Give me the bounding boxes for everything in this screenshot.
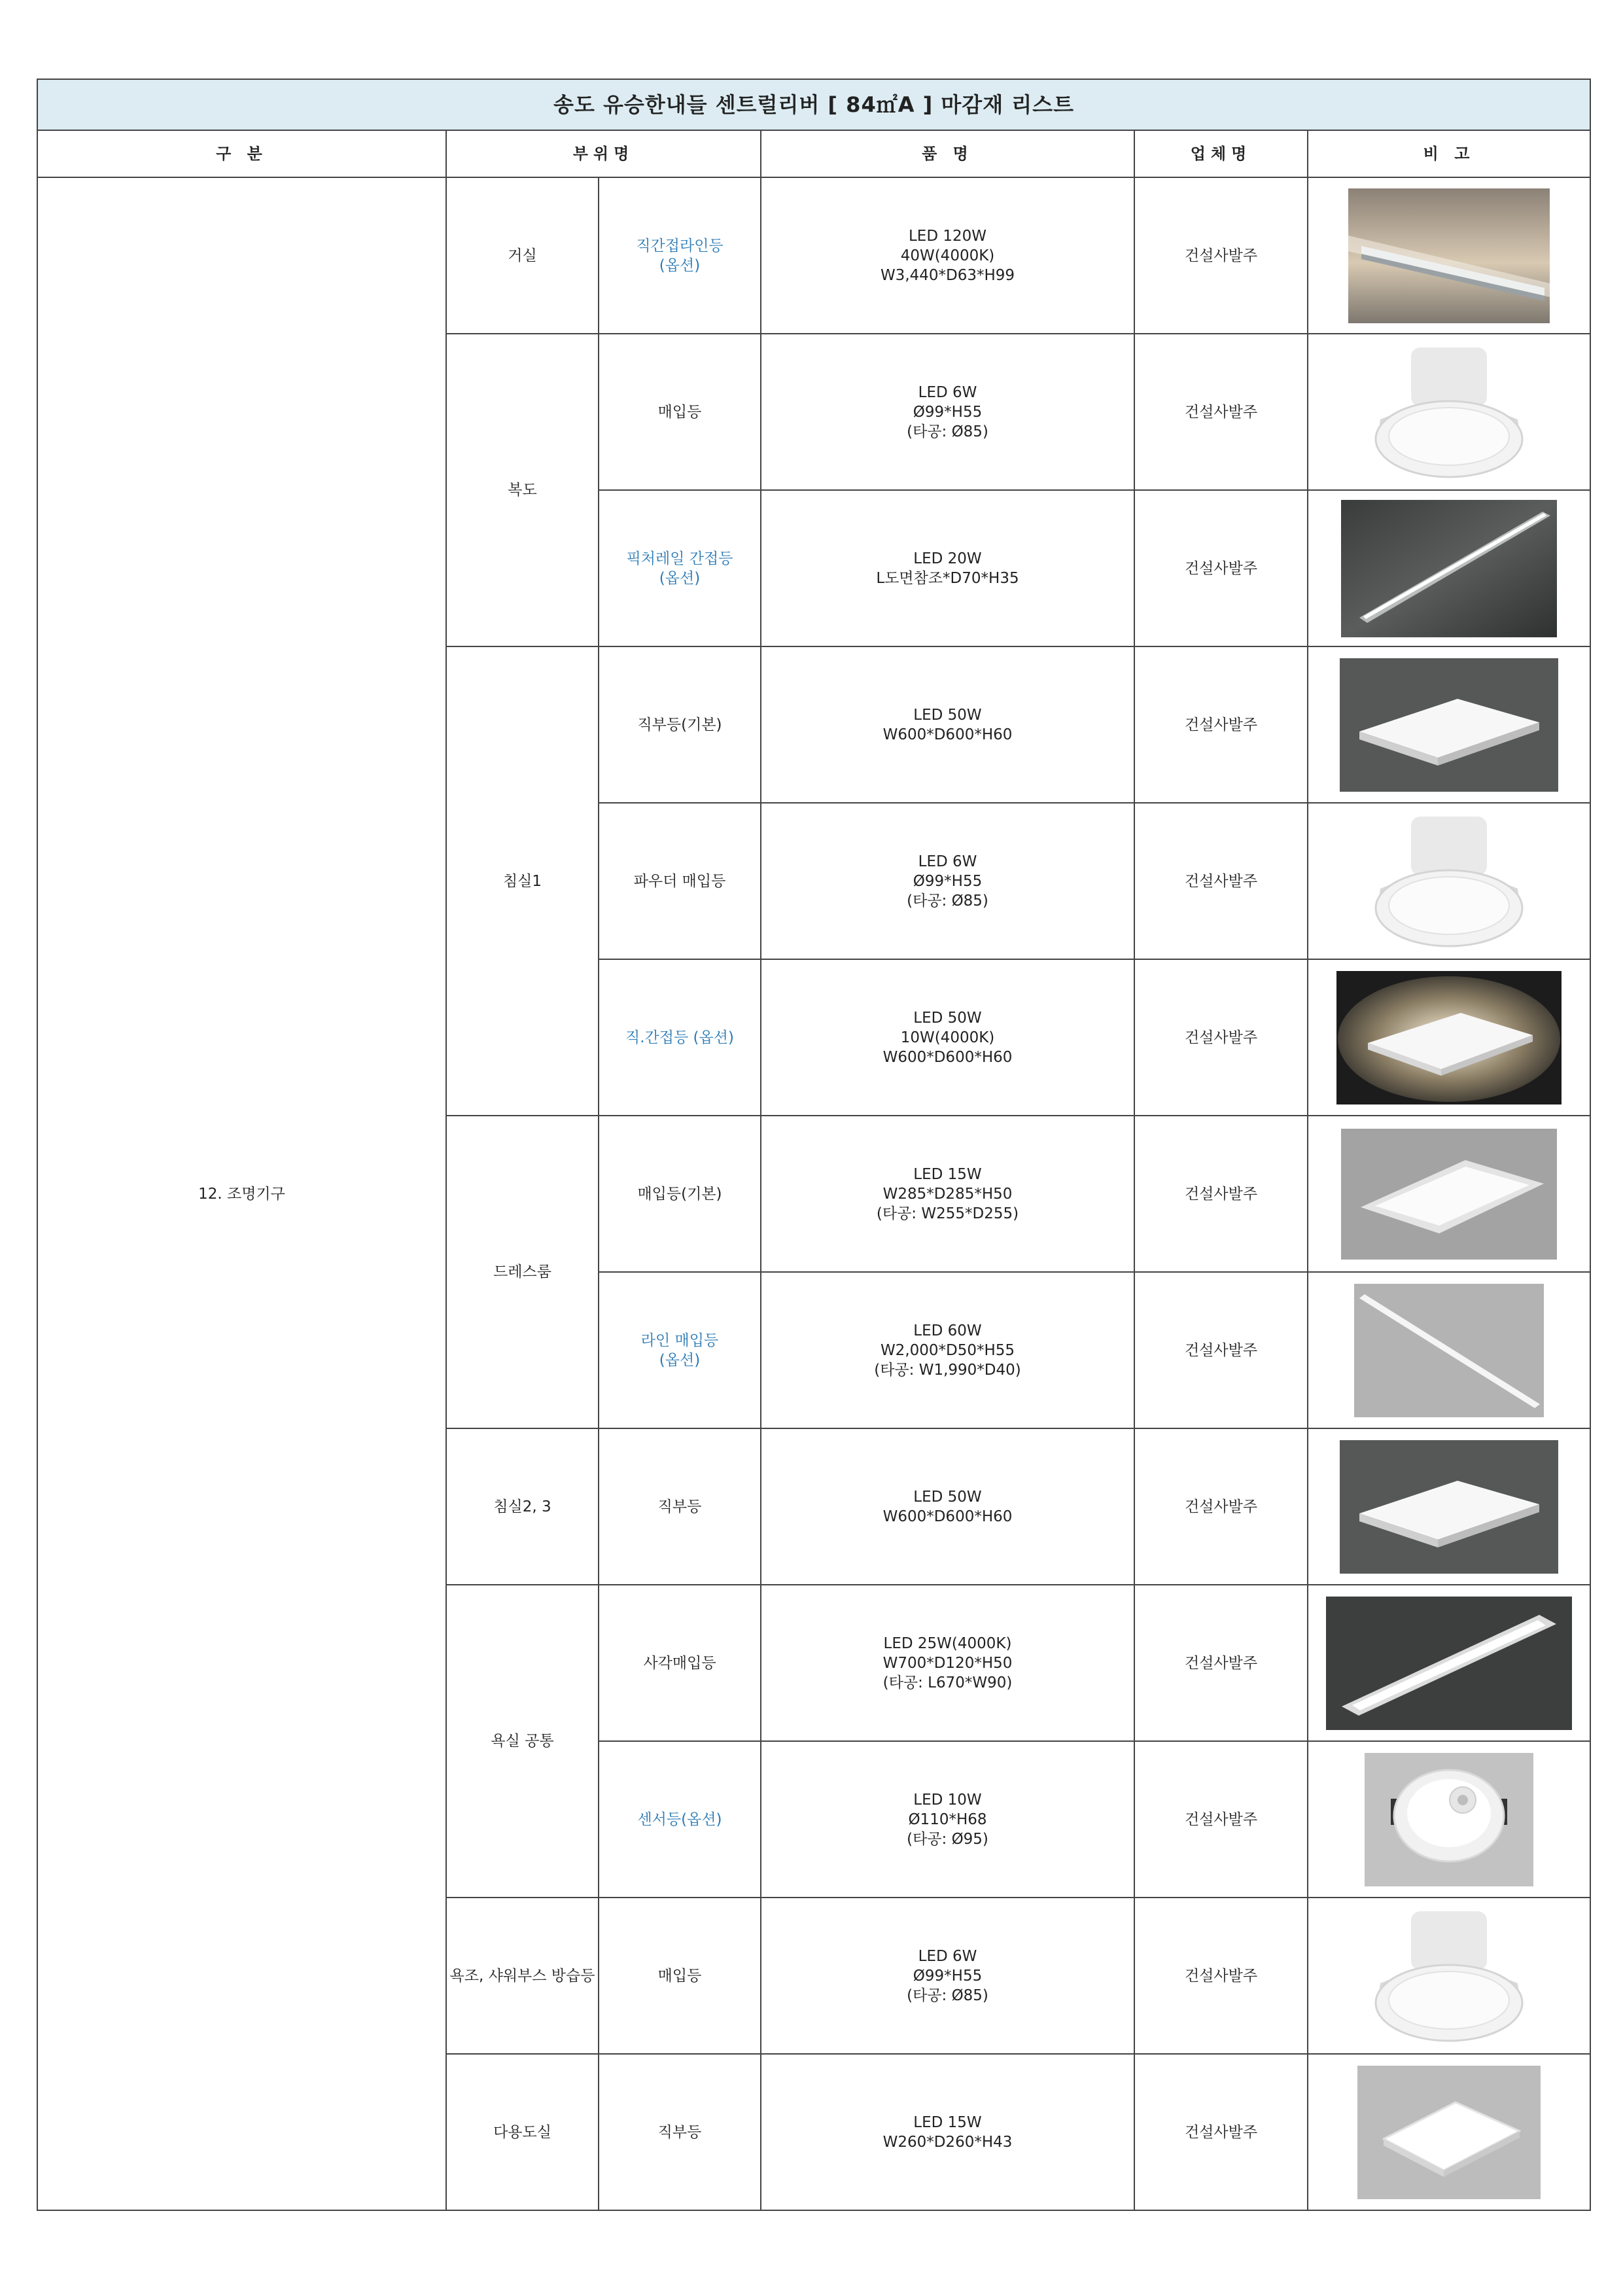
item-name-line: 매입등(기본)	[637, 1185, 722, 1203]
item-spec-line: (타공: Ø85)	[907, 1987, 988, 2004]
item-spec-line: Ø99*H55	[913, 872, 983, 890]
item-spec-line: LED 25W(4000K)	[883, 1634, 1012, 1652]
sensor-downlight-image	[1365, 1753, 1533, 1886]
item-name	[599, 1428, 761, 1585]
header-vendor: 업체명	[1134, 130, 1308, 177]
item-vendor: 건설사발주	[1134, 1116, 1308, 1272]
item-name	[599, 1585, 761, 1741]
square-ceiling-light-image	[1340, 658, 1558, 792]
item-spec-line: LED 50W	[913, 1488, 982, 1506]
small-square-ceiling-light-image	[1357, 2066, 1541, 2199]
item-vendor: 건설사발주	[1134, 177, 1308, 334]
square-glow-light-image	[1336, 971, 1562, 1104]
item-spec-line: (타공: Ø85)	[907, 892, 988, 910]
item-spec-line: W600*D600*H60	[882, 726, 1013, 743]
item-spec-line: Ø110*H68	[908, 1810, 987, 1828]
item-spec-line: W2,000*D50*H55	[880, 1341, 1015, 1359]
item-photo-cell	[1308, 1272, 1590, 1428]
item-spec	[761, 959, 1134, 1116]
item-photo-cell	[1308, 1585, 1590, 1741]
item-name-line: 파우더 매입등	[633, 872, 726, 890]
room-cell: 침실1	[446, 646, 599, 1116]
rectangular-recessed-light-image	[1326, 1597, 1572, 1730]
item-vendor: 건설사발주	[1134, 1585, 1308, 1741]
item-name	[599, 646, 761, 803]
item-spec-line: LED 6W	[918, 383, 977, 401]
item-name-line: 사각매입등	[643, 1654, 716, 1672]
item-name-line: 매입등	[657, 1967, 702, 1985]
item-vendor: 건설사발주	[1134, 1272, 1308, 1428]
item-name-line: 센서등(옵션)	[637, 1810, 722, 1828]
item-name	[599, 490, 761, 646]
item-name-line: 픽처레일 간접등	[626, 550, 733, 567]
item-spec-line: 10W(4000K)	[900, 1029, 995, 1046]
category-cell: 12. 조명기구	[37, 177, 446, 2210]
room-cell: 드레스룸	[446, 1116, 599, 1428]
item-spec-line: LED 60W	[913, 1322, 982, 1339]
item-spec	[761, 1428, 1134, 1585]
item-spec-line: LED 50W	[913, 1009, 982, 1027]
header-location: 부위명	[446, 130, 761, 177]
item-name-line: 직간접라인등	[636, 237, 724, 255]
item-spec-line: 40W(4000K)	[900, 247, 995, 264]
room-cell: 욕조, 샤워부스 방습등	[446, 1898, 599, 2054]
item-name-line: 라인 매입등	[640, 1332, 719, 1349]
item-photo-cell	[1308, 1741, 1590, 1898]
item-spec	[761, 1741, 1134, 1898]
table-row	[37, 177, 1590, 334]
item-spec	[761, 1116, 1134, 1272]
item-photo-cell	[1308, 646, 1590, 803]
item-spec-line: W260*D260*H43	[882, 2133, 1013, 2151]
item-photo-cell	[1308, 490, 1590, 646]
document-title: 송도 유승한내들 센트럴리버 [ 84㎡A ] 마감재 리스트	[37, 79, 1590, 130]
item-spec	[761, 490, 1134, 646]
item-name-line: 직부등	[657, 1498, 702, 1515]
recessed-downlight-image	[1351, 810, 1547, 953]
item-name-line: (옵션)	[659, 256, 701, 274]
line-recessed-light-image	[1354, 1284, 1544, 1417]
item-vendor: 건설사발주	[1134, 959, 1308, 1116]
item-name	[599, 1898, 761, 2054]
item-spec	[761, 803, 1134, 959]
item-vendor: 건설사발주	[1134, 490, 1308, 646]
item-spec-line: Ø99*H55	[913, 1967, 983, 1985]
item-spec-line: W600*D600*H60	[882, 1048, 1013, 1066]
linear-wall-light-image	[1348, 188, 1550, 323]
item-photo-cell	[1308, 2054, 1590, 2210]
item-vendor: 건설사발주	[1134, 334, 1308, 490]
item-name	[599, 334, 761, 490]
item-spec-line: LED 20W	[913, 550, 982, 567]
linear-rail-light-image	[1341, 500, 1557, 637]
header-remarks: 비 고	[1308, 130, 1590, 177]
item-name	[599, 177, 761, 334]
item-name-line: 직.간접등 (옵션)	[625, 1029, 734, 1046]
item-vendor: 건설사발주	[1134, 646, 1308, 803]
recessed-downlight-image	[1351, 341, 1547, 484]
item-photo-cell	[1308, 959, 1590, 1116]
room-cell: 욕실 공통	[446, 1585, 599, 1898]
item-vendor: 건설사발주	[1134, 2054, 1308, 2210]
recessed-downlight-image	[1351, 1905, 1547, 2047]
item-name-line: 직부등	[657, 2123, 702, 2141]
item-name	[599, 1272, 761, 1428]
square-ceiling-light-image	[1340, 1440, 1558, 1574]
room-cell: 복도	[446, 334, 599, 646]
item-spec-line: W285*D285*H50	[882, 1185, 1013, 1203]
item-spec-line: LED 120W	[908, 227, 986, 245]
item-photo-cell	[1308, 334, 1590, 490]
item-name-line: 매입등	[657, 403, 702, 421]
item-spec-line: LED 50W	[913, 706, 982, 724]
item-spec-line: W3,440*D63*H99	[880, 266, 1015, 284]
item-photo-cell	[1308, 1116, 1590, 1272]
finish-list-table	[37, 79, 1591, 2211]
item-spec-line: (타공: Ø85)	[907, 423, 988, 440]
item-spec-line: LED 15W	[913, 2113, 982, 2131]
item-vendor: 건설사발주	[1134, 1898, 1308, 2054]
item-spec-line: (타공: Ø95)	[907, 1830, 988, 1848]
room-cell: 거실	[446, 177, 599, 334]
item-spec	[761, 1898, 1134, 2054]
item-spec-line: W600*D600*H60	[882, 1508, 1013, 1525]
item-spec-line: W700*D120*H50	[882, 1654, 1013, 1672]
item-name	[599, 1741, 761, 1898]
item-spec-line: (타공: W255*D255)	[876, 1205, 1019, 1222]
item-vendor: 건설사발주	[1134, 803, 1308, 959]
item-spec-line: Ø99*H55	[913, 403, 983, 421]
item-photo-cell	[1308, 803, 1590, 959]
item-name	[599, 1116, 761, 1272]
item-spec-line: LED 6W	[918, 853, 977, 870]
item-name-line: 직부등(기본)	[637, 716, 722, 733]
room-cell: 침실2, 3	[446, 1428, 599, 1585]
item-photo-cell	[1308, 1898, 1590, 2054]
item-spec-line: (타공: L670*W90)	[882, 1674, 1013, 1691]
header-division: 구 분	[37, 130, 446, 177]
item-spec	[761, 1585, 1134, 1741]
item-spec-line: (타공: W1,990*D40)	[874, 1361, 1021, 1379]
header-product: 품 명	[761, 130, 1134, 177]
item-name-line: (옵션)	[659, 1351, 701, 1369]
item-name	[599, 959, 761, 1116]
item-spec-line: L도면참조*D70*H35	[876, 569, 1019, 587]
item-spec	[761, 646, 1134, 803]
room-cell: 다용도실	[446, 2054, 599, 2210]
square-recessed-panel-image	[1341, 1129, 1557, 1260]
item-photo-cell	[1308, 1428, 1590, 1585]
item-photo-cell	[1308, 177, 1590, 334]
item-name	[599, 803, 761, 959]
item-spec	[761, 1272, 1134, 1428]
item-spec	[761, 177, 1134, 334]
item-spec	[761, 334, 1134, 490]
item-vendor: 건설사발주	[1134, 1741, 1308, 1898]
item-vendor: 건설사발주	[1134, 1428, 1308, 1585]
item-spec	[761, 2054, 1134, 2210]
item-spec-line: LED 15W	[913, 1165, 982, 1183]
item-spec-line: LED 10W	[913, 1791, 982, 1809]
item-name-line: (옵션)	[659, 569, 701, 587]
item-spec-line: LED 6W	[918, 1947, 977, 1965]
item-name	[599, 2054, 761, 2210]
